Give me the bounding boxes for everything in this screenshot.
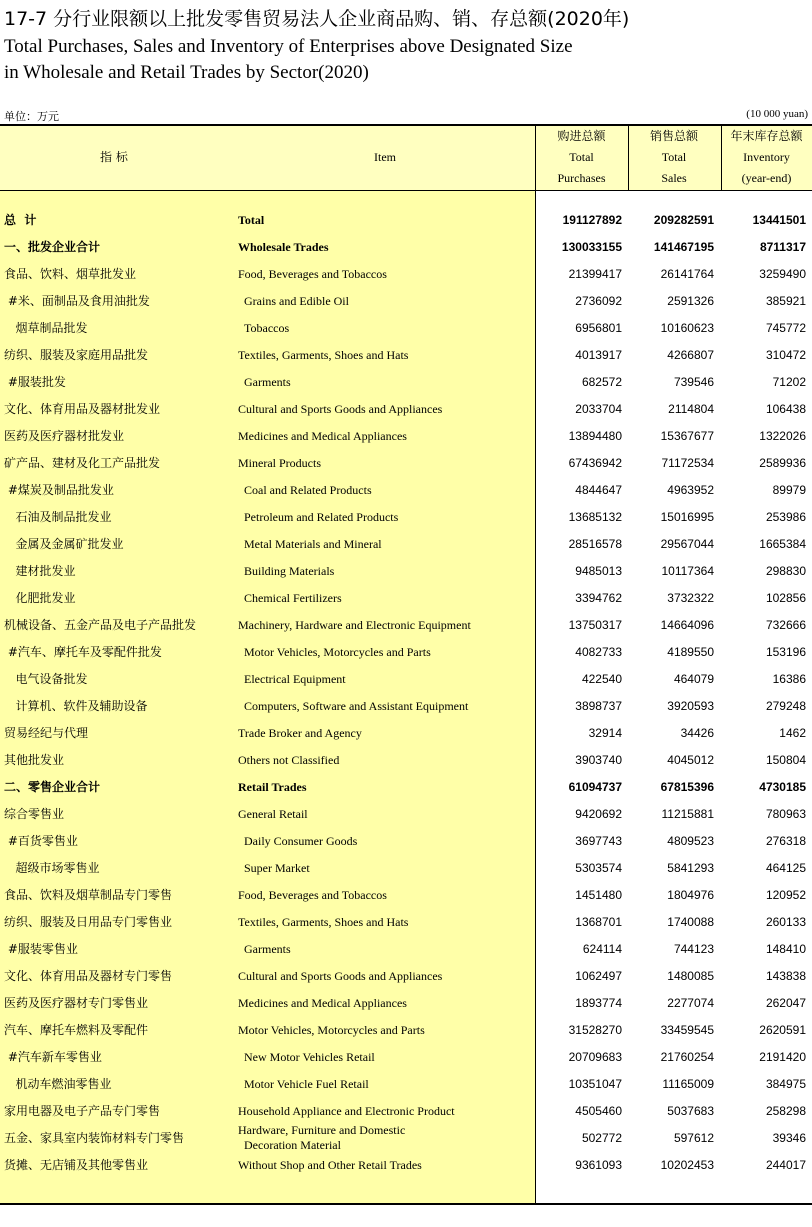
row-item-cn: 家用电器及电子产品专门零售: [4, 1104, 161, 1118]
table-row: [0, 1071, 812, 1098]
cell-inventory: 276318: [765, 834, 806, 848]
table-row: [0, 369, 812, 396]
cell-purchases: 624114: [582, 942, 622, 956]
cell-purchases: 4082733: [575, 645, 622, 659]
row-item-cn: 纺织、服装及日用品专门零售业: [4, 915, 173, 929]
cell-inventory: 16386: [772, 672, 806, 686]
table-row: [0, 261, 812, 288]
cell-purchases: 21399417: [568, 267, 622, 281]
row-item-en-line2: Decoration Material: [238, 1138, 341, 1152]
cell-sales: 10117364: [661, 564, 714, 578]
table-row: [0, 585, 812, 612]
header-col-purchases: [535, 126, 628, 189]
cell-purchases: 4844647: [575, 483, 622, 497]
row-item-en: Computers, Software and Assistant Equipment: [244, 699, 469, 713]
cell-purchases: 3697743: [575, 834, 622, 848]
cell-purchases: 32914: [588, 726, 622, 740]
table-row: [0, 1152, 812, 1179]
row-item-cn: #汽车新车零售业: [4, 1050, 102, 1064]
row-item-en: Medicines and Medical Appliances: [238, 429, 407, 443]
cell-sales: 5841293: [667, 861, 714, 875]
row-item-en: Medicines and Medical Appliances: [238, 996, 407, 1010]
cell-purchases: 10351047: [568, 1077, 622, 1091]
cell-purchases: 1451480: [575, 888, 622, 902]
table-row: [0, 720, 812, 747]
table-row: [0, 882, 812, 909]
cell-inventory: 310472: [765, 348, 806, 362]
cell-sales: 4266807: [667, 348, 714, 362]
row-item-en: Motor Vehicle Fuel Retail: [244, 1077, 369, 1091]
row-item-en: Retail Trades: [238, 780, 307, 794]
cell-purchases: 28516578: [568, 537, 622, 551]
page-title-en-line1: Total Purchases, Sales and Inventory of Enterprises above Designated Size: [4, 36, 573, 57]
cell-inventory: 298830: [765, 564, 806, 578]
cell-sales: 26141764: [660, 267, 714, 281]
row-item-en: Daily Consumer Goods: [244, 834, 358, 848]
row-item-en: Petroleum and Related Products: [244, 510, 399, 524]
table-row: [0, 396, 812, 423]
table-bottom-rule: [0, 1203, 812, 1205]
table-header: [0, 126, 812, 190]
header-col-purchases-en2: Purchases: [557, 171, 606, 185]
cell-sales: 4189550: [667, 645, 714, 659]
cell-sales: 141467195: [653, 240, 714, 254]
row-item-en: [238, 1123, 405, 1153]
row-item-cn: 文化、体育用品及器材专门零售: [4, 969, 173, 983]
row-item-en: Garments: [244, 942, 291, 956]
row-item-cn: #米、面制品及食用油批发: [4, 294, 150, 308]
row-item-cn: #百货零售业: [4, 834, 78, 848]
row-item-en-line1: Hardware, Furniture and Domestic: [238, 1123, 406, 1137]
table-row: [0, 828, 812, 855]
row-item-en: Total: [238, 213, 265, 227]
cell-purchases: 1062497: [575, 969, 622, 983]
row-item-cn: #汽车、摩托车及零配件批发: [4, 645, 162, 659]
cell-purchases: 1893774: [575, 996, 622, 1010]
cell-inventory: 13441501: [752, 213, 806, 227]
cell-purchases: 4013917: [575, 348, 622, 362]
row-item-en: Machinery, Hardware and Electronic Equipment: [238, 618, 471, 632]
row-item-en: Textiles, Garments, Shoes and Hats: [238, 348, 409, 362]
cell-inventory: 8711317: [759, 240, 806, 254]
header-col-sales-en2: Sales: [661, 171, 687, 185]
cell-inventory: 2191420: [759, 1050, 806, 1064]
row-item-cn: 一、批发企业合计: [4, 240, 101, 254]
table-row: [0, 1098, 812, 1125]
cell-purchases: 61094737: [568, 780, 622, 794]
table-row: [0, 288, 812, 315]
cell-purchases: 13750317: [568, 618, 622, 632]
table-row: [0, 747, 812, 774]
cell-purchases: 2033704: [575, 402, 622, 416]
cell-inventory: 262047: [765, 996, 806, 1010]
row-item-cn: 金属及金属矿批发业: [4, 537, 124, 551]
header-col-inventory-en2: (year-end): [741, 171, 792, 185]
cell-sales: 11165009: [662, 1077, 714, 1091]
table-row: [0, 315, 812, 342]
row-item-cn: 矿产品、建材及化工产品批发: [4, 456, 161, 470]
cell-inventory: 143838: [765, 969, 806, 983]
row-item-en: Building Materials: [244, 564, 335, 578]
row-item-cn: 贸易经纪与代理: [4, 726, 89, 740]
row-item-en: Electrical Equipment: [244, 672, 346, 686]
header-col-sales-en1: Total: [661, 150, 687, 164]
cell-purchases: 31528270: [568, 1023, 622, 1037]
cell-inventory: 153196: [765, 645, 806, 659]
table-row: [0, 504, 812, 531]
cell-sales: 3920593: [667, 699, 714, 713]
cell-inventory: 385921: [765, 294, 806, 308]
cell-purchases: 4505460: [575, 1104, 622, 1118]
table-row: [0, 990, 812, 1017]
row-item-en: Grains and Edible Oil: [244, 294, 349, 308]
cell-purchases: 1368701: [575, 915, 622, 929]
row-item-en: Cultural and Sports Goods and Appliances: [238, 969, 443, 983]
page-title-cn: 17-7 分行业限额以上批发零售贸易法人企业商品购、销、存总额(2020年): [4, 8, 630, 30]
cell-purchases: 130033155: [561, 240, 622, 254]
cell-sales: 597612: [673, 1131, 714, 1145]
cell-sales: 2114804: [668, 402, 714, 416]
row-item-cn: 食品、饮料及烟草制品专门零售: [4, 888, 173, 902]
cell-inventory: 732666: [765, 618, 806, 632]
cell-purchases: 6956801: [575, 321, 622, 335]
row-item-cn: 汽车、摩托车燃料及零配件: [4, 1023, 149, 1037]
table-row: [0, 477, 812, 504]
row-item-cn: 医药及医疗器材批发业: [4, 429, 125, 443]
table-row: [0, 693, 812, 720]
table-row: [0, 234, 812, 261]
row-item-en: New Motor Vehicles Retail: [244, 1050, 375, 1064]
cell-sales: 71172534: [661, 456, 714, 470]
cell-inventory: 464125: [765, 861, 806, 875]
row-item-cn: 综合零售业: [4, 807, 65, 821]
unit-label-en: (10 000 yuan): [746, 108, 808, 120]
header-item-cn: 指 标: [100, 150, 128, 164]
row-item-en: Garments: [244, 375, 291, 389]
cell-sales: 10202453: [660, 1158, 714, 1172]
cell-sales: 21760254: [660, 1050, 714, 1064]
cell-inventory: 150804: [765, 753, 806, 767]
cell-inventory: 1322026: [759, 429, 806, 443]
table-row: [0, 855, 812, 882]
cell-sales: 29567044: [660, 537, 714, 551]
cell-sales: 464079: [673, 672, 714, 686]
table-row: [0, 963, 812, 990]
table-row: [0, 666, 812, 693]
cell-purchases: 9361093: [575, 1158, 622, 1172]
row-item-en: Food, Beverages and Tobaccos: [238, 888, 387, 902]
row-item-cn: 食品、饮料、烟草批发业: [4, 267, 137, 281]
row-item-cn: 货摊、无店铺及其他零售业: [4, 1158, 149, 1172]
cell-sales: 10160623: [660, 321, 714, 335]
row-item-cn: 超级市场零售业: [4, 861, 100, 875]
row-item-en: Motor Vehicles, Motorcycles and Parts: [244, 645, 431, 659]
cell-sales: 4809523: [667, 834, 714, 848]
cell-purchases: 9485013: [575, 564, 622, 578]
cell-sales: 14664096: [660, 618, 714, 632]
row-item-en: Mineral Products: [238, 456, 321, 470]
cell-purchases: 3903740: [575, 753, 622, 767]
table-row: [0, 639, 812, 666]
table-row: [0, 342, 812, 369]
cell-sales: 5037683: [667, 1104, 714, 1118]
cell-inventory: 1462: [779, 726, 806, 740]
cell-purchases: 2736092: [575, 294, 622, 308]
row-item-cn: #煤炭及制品批发业: [4, 483, 114, 497]
row-item-cn: 总 计: [4, 213, 37, 227]
cell-inventory: 71202: [772, 375, 806, 389]
row-item-cn: 五金、家具室内装饰材料专门零售: [4, 1131, 185, 1145]
cell-inventory: 745772: [765, 321, 806, 335]
cell-purchases: 191127892: [562, 213, 622, 227]
row-item-cn: 计算机、软件及辅助设备: [4, 699, 148, 713]
cell-sales: 11215881: [661, 807, 714, 821]
column-divider: [721, 126, 722, 190]
header-item-en: Item: [374, 150, 396, 164]
row-item-en: Cultural and Sports Goods and Appliances: [238, 402, 443, 416]
cell-purchases: 13894480: [568, 429, 622, 443]
cell-inventory: 106438: [765, 402, 806, 416]
row-item-en: Super Market: [244, 861, 310, 875]
row-item-en: Coal and Related Products: [244, 483, 372, 497]
cell-sales: 2591326: [667, 294, 714, 308]
cell-inventory: 279248: [765, 699, 806, 713]
cell-sales: 4045012: [667, 753, 714, 767]
cell-inventory: 148410: [765, 942, 806, 956]
row-item-cn: 机动车燃油零售业: [4, 1077, 112, 1091]
cell-sales: 34426: [680, 726, 714, 740]
row-item-cn: 文化、体育用品及器材批发业: [4, 402, 161, 416]
table-row: [0, 936, 812, 963]
row-item-cn: 医药及医疗器材专门零售业: [4, 996, 149, 1010]
header-col-purchases-en1: Total: [569, 150, 594, 164]
cell-purchases: 13685132: [568, 510, 622, 524]
cell-inventory: 102856: [765, 591, 806, 605]
cell-inventory: 260133: [765, 915, 806, 929]
cell-sales: 67815396: [660, 780, 714, 794]
row-item-cn: 二、零售企业合计: [4, 780, 101, 794]
row-item-cn: 化肥批发业: [4, 591, 76, 605]
cell-inventory: 780963: [765, 807, 806, 821]
cell-sales: 1804976: [667, 888, 714, 902]
table-row: [0, 612, 812, 639]
table-row: [0, 1044, 812, 1071]
cell-purchases: 502772: [581, 1131, 622, 1145]
row-item-en: Others not Classified: [238, 753, 340, 767]
row-item-cn: 纺织、服装及家庭用品批发: [4, 348, 149, 362]
header-col-sales: [628, 126, 720, 189]
row-item-en: Household Appliance and Electronic Product: [238, 1104, 455, 1118]
cell-inventory: 39346: [772, 1131, 806, 1145]
row-item-en: Food, Beverages and Tobaccos: [238, 267, 387, 281]
cell-inventory: 2620591: [759, 1023, 806, 1037]
row-item-en: Chemical Fertilizers: [244, 591, 342, 605]
row-item-en: Metal Materials and Mineral: [244, 537, 382, 551]
cell-inventory: 1665384: [759, 537, 806, 551]
cell-inventory: 384975: [765, 1077, 806, 1091]
cell-sales: 2277074: [667, 996, 714, 1010]
cell-sales: 3732322: [667, 591, 714, 605]
table-row: [0, 531, 812, 558]
row-item-cn: 建材批发业: [4, 564, 76, 578]
row-item-en: General Retail: [238, 807, 308, 821]
row-item-cn: 烟草制品批发: [4, 321, 88, 335]
table-row: [0, 450, 812, 477]
row-item-en: Trade Broker and Agency: [238, 726, 362, 740]
row-item-en: Textiles, Garments, Shoes and Hats: [238, 915, 409, 929]
row-item-en: Motor Vehicles, Motorcycles and Parts: [238, 1023, 425, 1037]
cell-sales: 1740088: [667, 915, 714, 929]
row-item-en: Without Shop and Other Retail Trades: [238, 1158, 422, 1172]
header-col-inventory: [721, 126, 812, 189]
header-col-purchases-cn: 购进总额: [557, 129, 606, 143]
page-title-en-line2: in Wholesale and Retail Trades by Sector(2020): [4, 62, 369, 83]
header-col-inventory-en1: Inventory: [743, 150, 790, 164]
cell-inventory: 4730185: [759, 780, 806, 794]
cell-sales: 15367677: [660, 429, 714, 443]
cell-inventory: 120952: [765, 888, 806, 902]
cell-inventory: 3259490: [759, 267, 806, 281]
cell-purchases: 20709683: [568, 1050, 622, 1064]
row-item-en: Tobaccos: [244, 321, 290, 335]
cell-sales: 4963952: [667, 483, 714, 497]
row-item-cn: 电气设备批发: [4, 672, 88, 686]
table-row: [0, 774, 812, 801]
header-col-inventory-cn: 年末库存总额: [730, 129, 803, 143]
cell-inventory: 2589936: [759, 456, 806, 470]
cell-inventory: 89979: [772, 483, 806, 497]
cell-inventory: 244017: [765, 1158, 806, 1172]
table-row: [0, 423, 812, 450]
cell-sales: 15016995: [660, 510, 714, 524]
cell-inventory: 253986: [765, 510, 806, 524]
unit-label-cn: 单位：万元: [4, 110, 59, 123]
header-col-sales-cn: 销售总额: [649, 129, 698, 143]
column-divider: [628, 126, 629, 190]
cell-sales: 33459545: [660, 1023, 714, 1037]
table-row: [0, 801, 812, 828]
table-row: [0, 1125, 812, 1152]
table-row: [0, 558, 812, 585]
table-row: [0, 1017, 812, 1044]
cell-purchases: 5303574: [575, 861, 622, 875]
row-item-cn: 其他批发业: [4, 753, 65, 767]
cell-inventory: 258298: [765, 1104, 806, 1118]
cell-purchases: 9420692: [575, 807, 622, 821]
cell-sales: 744123: [673, 942, 714, 956]
row-item-cn: #服装零售业: [4, 942, 78, 956]
cell-purchases: 422540: [581, 672, 622, 686]
row-item-cn: #服装批发: [4, 375, 66, 389]
cell-sales: 209282591: [653, 213, 714, 227]
table-row: [0, 207, 812, 234]
table-row: [0, 909, 812, 936]
cell-purchases: 3394762: [575, 591, 622, 605]
row-item-cn: 石油及制品批发业: [4, 510, 112, 524]
cell-purchases: 67436942: [568, 456, 622, 470]
row-item-cn: 机械设备、五金产品及电子产品批发: [4, 618, 197, 632]
row-item-en: Wholesale Trades: [238, 240, 329, 254]
cell-sales: 1480085: [667, 969, 714, 983]
cell-purchases: 3898737: [575, 699, 622, 713]
cell-sales: 739546: [673, 375, 714, 389]
cell-purchases: 682572: [581, 375, 622, 389]
